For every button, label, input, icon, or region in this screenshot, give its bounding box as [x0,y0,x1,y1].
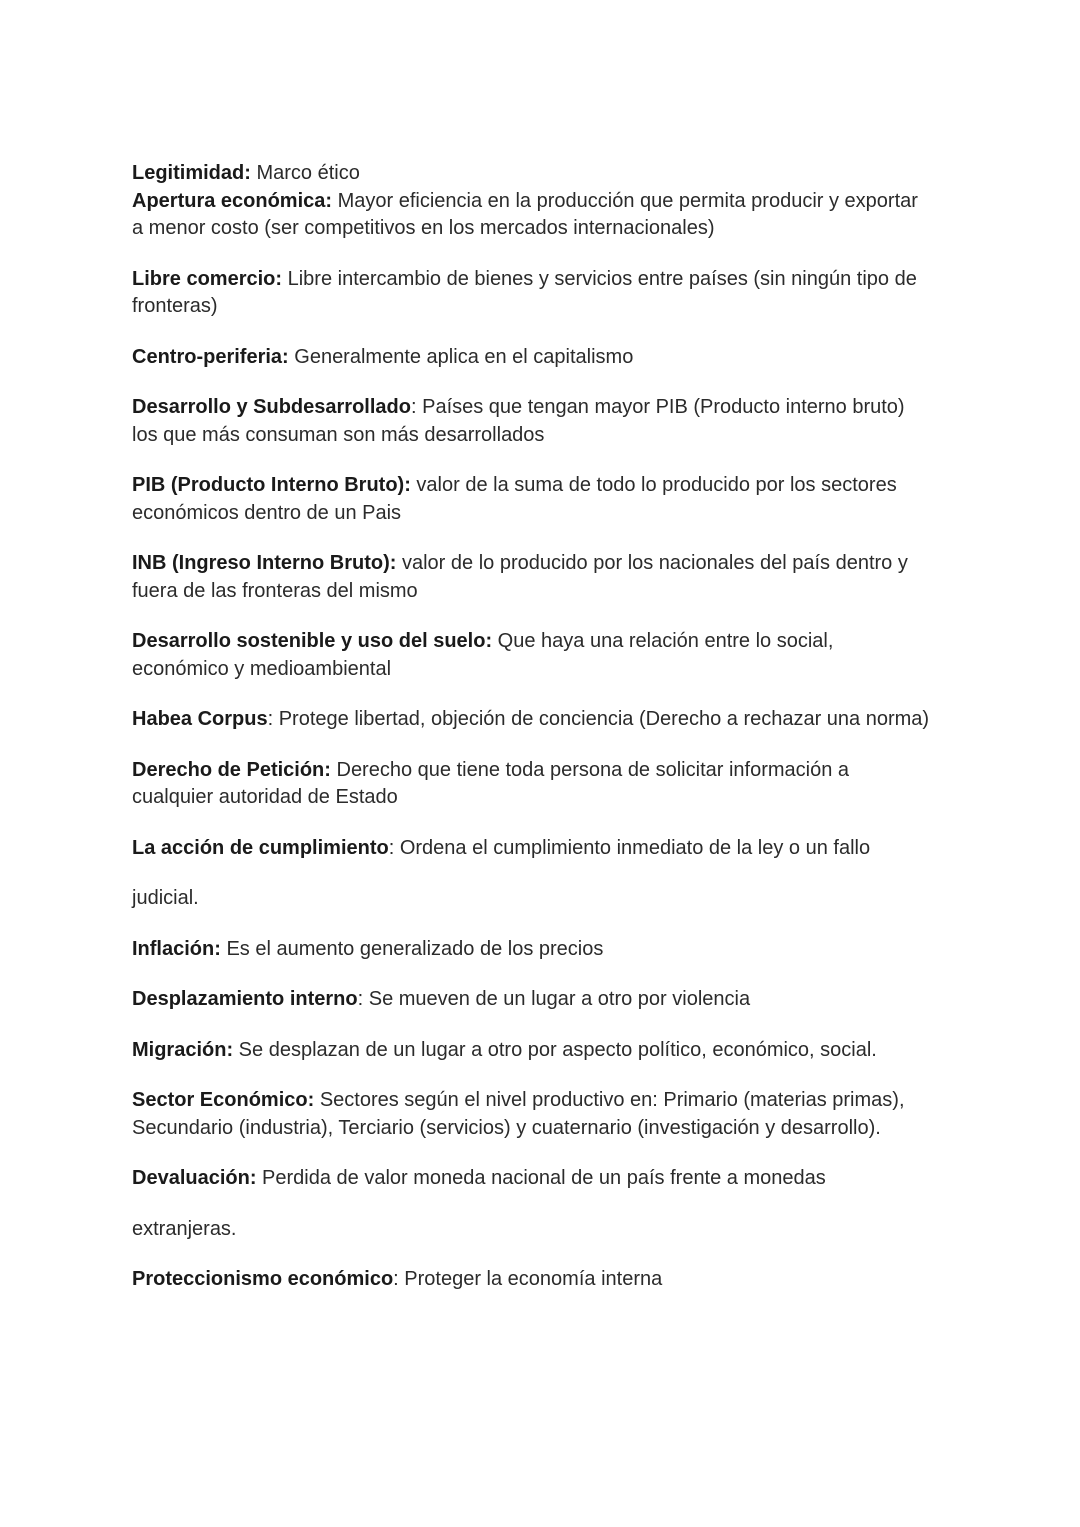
entry-apertura-economica [132,188,932,243]
entry-definition: Derecho que tiene toda persona de solicitar información a cualquier autoridad de Estado [132,758,850,808]
entry-continuation: extranjeras. [132,1217,237,1240]
entry-term: PIB (Producto Interno Bruto): [132,474,411,496]
entry-term: Devaluación: [132,1167,257,1189]
entry-inb [132,550,932,605]
entry-separator: : [388,836,395,859]
entry-definition: valor de lo producido por los nacionales del país dentro y fuera de las fronteras del mismo [132,552,908,602]
entry-definition: Mayor eficiencia en la producción que permita producir y exportar a menor costo (ser competitivos en los mercados internacionales) [132,189,918,239]
entry-term: Desarrollo y Subdesarrollado [132,396,411,418]
entry-definition: valor de la suma de todo lo producido por los sectores económicos dentro de un Pais [132,474,897,524]
entry-definition: Marco ético [250,162,360,184]
entry-desarrollo-subdesarrollado [132,394,932,449]
entry-migracion [132,1037,932,1065]
entry-accion-cumplimiento [132,835,932,863]
entry-definition: Generalmente aplica en el capitalismo [288,345,634,368]
entry-term: Libre comercio: [132,267,283,290]
entry-definition: Proteger la economía interna [398,1268,663,1290]
entry-term: Proteccionismo económico [132,1268,394,1290]
entry-term: La acción de cumplimiento [132,836,389,859]
entry-continuation: judicial. [132,887,199,909]
entry-centro-periferia [132,344,932,372]
entry-separator: : [357,988,364,1010]
entry-term: Migración: [132,1038,234,1061]
entry-term: Apertura económica: [132,189,333,212]
entry-proteccionismo [132,1266,932,1294]
entry-definition: Países que tengan mayor PIB (Producto interno bruto) los que más consuman son más desarrollados [132,396,905,446]
entry-definition: Perdida de valor moneda nacional de un país frente a monedas [256,1167,826,1189]
entry-definition: Es el aumento generalizado de los precios [220,937,604,960]
entry-definition: Que haya una relación entre lo social, económico y medioambiental [132,630,834,680]
entry-term: Derecho de Petición: [132,758,331,781]
entry-definition: Ordena el cumplimiento inmediato de la ley o un fallo [394,836,871,859]
entry-separator: : [393,1268,399,1290]
entry-term: Centro-periferia: [132,345,289,368]
entry-term: Legitimidad: [132,162,251,184]
entry-devaluacion [132,1165,932,1193]
entry-definition: Se mueven de un lugar a otro por violencia [363,988,751,1010]
entry-separator: : [410,396,417,418]
entry-term: Desarrollo sostenible y uso del suelo: [132,630,493,652]
entry-legitimidad [132,160,932,188]
entry-libre-comercio [132,266,932,321]
entry-term: Habea Corpus [132,708,268,730]
entry-habea-corpus [132,706,932,734]
entry-term: Sector Económico: [132,1089,315,1111]
glossary-list [132,160,932,1317]
entry-sector-economico [132,1087,932,1142]
entry-term: Desplazamiento interno [132,988,358,1010]
entry-desarrollo-sostenible [132,628,932,683]
entry-definition: Libre intercambio de bienes y servicios entre países (sin ningún tipo de fronteras) [132,267,917,317]
entry-pib [132,472,932,527]
entry-derecho-peticion [132,757,932,812]
entry-definition: Protege libertad, objeción de conciencia (Derecho a rechazar una norma) [273,708,930,730]
entry-desplazamiento-interno [132,986,932,1014]
entry-definition: Se desplazan de un lugar a otro por aspecto político, económico, social. [233,1038,877,1061]
entry-separator: : [267,708,274,730]
entry-term: Inflación: [132,937,221,960]
entry-definition: Sectores según el nivel productivo en: Primario (materias primas), Secundario (industria), Terciario (servicios) y cuaternario (investigación y desarrollo). [132,1089,905,1139]
entry-term: INB (Ingreso Interno Bruto): [132,552,397,574]
entry-inflacion [132,936,932,964]
